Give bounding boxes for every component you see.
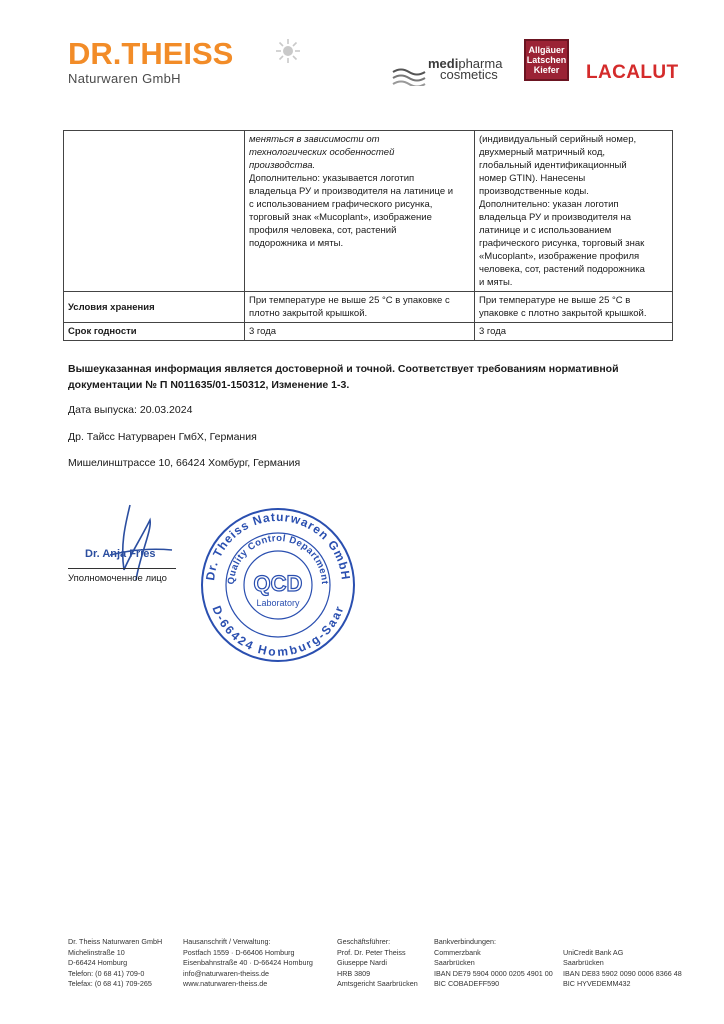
table-cell (64, 131, 245, 292)
statement-text: Вышеуказанная информация является достоверной и точной. Соответствует требованиям нормативной документации № П N011635/01-150312, Изменение 1-3. (68, 363, 619, 391)
company-name: Др. Тайсс Натурварен ГмбХ, Германия (68, 431, 257, 443)
footer-line: Telefon: (0 68 41) 709-0 (68, 968, 145, 978)
stamp-center-text: QCD (253, 571, 303, 596)
cell-line: «Mucoplant», изображение профиля (479, 251, 640, 262)
lacalut-logo: LACALUT (586, 62, 679, 83)
stamp-center-sub: Laboratory (256, 598, 300, 608)
cell-line: двухмерный матричный код, (479, 147, 606, 158)
cell-line: Дополнительно: указан логотип (479, 199, 619, 210)
footer-line: www.naturwaren-theiss.de (183, 979, 268, 988)
alpine-line: Allgäuer (528, 45, 565, 55)
company-logo (68, 38, 233, 86)
stamp-top-text: Dr. Theiss Naturwaren GmbH (203, 509, 353, 582)
footer-line: IBAN DE79 5904 0000 0205 4901 00 (434, 968, 553, 978)
footer-line: Saarbrücken (563, 958, 604, 967)
cell-line: плотно закрытой крышкой. (249, 308, 368, 319)
alpine-line: Kiefer (533, 65, 560, 75)
table-cell: 3 года (245, 323, 475, 341)
table-cell (245, 131, 475, 292)
stamp-bottom-text: D-66424 Homburg-Saar (209, 603, 347, 660)
cell-line: (индивидуальный серийный номер, (479, 134, 637, 145)
issue-date: Дата выпуска: 20.03.2024 (68, 404, 193, 416)
table-cell: 3 года (475, 323, 673, 341)
footer-line: Giuseppe Nardi (337, 958, 387, 967)
specification-table (63, 130, 673, 341)
brand-name: DR.THEISS (68, 36, 234, 71)
signatory-name: Dr. Anja Fries (85, 548, 156, 560)
footer-col-company (68, 937, 162, 990)
cell-line: При температуре не выше 25 °С в (479, 295, 631, 306)
cell-line: производственные коды. (479, 186, 589, 197)
footer-line: BIC COBADEFF590 (434, 979, 500, 988)
footer-line: Eisenbahnstraße 40 · D-66424 Homburg (183, 958, 313, 967)
footer-line: BIC HYVEDEMM432 (563, 979, 631, 988)
cell-line: владельца РУ и производителя на (479, 212, 632, 223)
footer-line: Prof. Dr. Peter Theiss (337, 947, 406, 957)
table-cell (245, 292, 475, 323)
footer-col-management (337, 937, 418, 990)
footer-line: Commerzbank (434, 947, 481, 957)
row-label-shelf-life: Срок годности (64, 323, 245, 341)
sun-icon (275, 38, 301, 64)
cell-line: латинице и с использованием (479, 225, 612, 236)
table-row (64, 292, 673, 323)
stamp-inner-text: Quality Control Department (225, 532, 331, 585)
medi-text: medi (428, 56, 459, 71)
cell-line: производства. (249, 160, 316, 171)
footer-line: Michelinstraße 10 (68, 947, 125, 957)
cell-line: технологических особенностей (249, 147, 395, 158)
cell-line: При температуре не выше 25 °С в упаковке с (249, 295, 450, 306)
cell-line: меняться в зависимости от (249, 134, 380, 145)
pharma-text: pharma (458, 56, 503, 71)
signatory-role: Уполномоченное лицо (68, 573, 167, 584)
cell-line: торговый знак «Mucoplant», изображение (249, 212, 432, 223)
cell-line: Дополнительно: указывается логотип (249, 173, 415, 184)
cell-line: номер GTIN). Нанесены (479, 173, 586, 184)
footer-line (563, 937, 682, 948)
footer-col-bank1 (434, 937, 553, 990)
footer-line: Hausanschrift / Verwaltung: (183, 937, 271, 946)
table-row (64, 131, 673, 292)
brand-subtitle: Naturwaren GmbH (68, 71, 181, 86)
footer-line: Postfach 1559 · D-66406 Homburg (183, 947, 295, 957)
quality-control-stamp (198, 505, 358, 665)
cell-line: владельца РУ и производителя на латинице и (249, 186, 454, 197)
table-row (64, 323, 673, 341)
footer-line: info@naturwaren-theiss.de (183, 968, 270, 978)
row-label-storage: Условия хранения (64, 292, 245, 323)
cell-line: упаковке с плотно закрытой крышкой. (479, 308, 647, 319)
svg-text:D-66424 Homburg-Saar (209, 604, 346, 659)
signature-line (68, 568, 176, 569)
table-cell (475, 131, 673, 292)
footer-line: Geschäftsführer: (337, 937, 391, 946)
wave-icon (392, 66, 426, 86)
alpine-logo (524, 39, 569, 81)
footer-line: Amtsgericht Saarbrücken (337, 979, 418, 988)
alpine-line: Latschen (526, 55, 567, 65)
footer-line: D-66424 Homburg (68, 958, 128, 967)
footer-col-bank2 (563, 937, 682, 990)
cosmetics-text: cosmetics (440, 67, 498, 82)
footer-line: Dr. Theiss Naturwaren GmbH (68, 937, 163, 946)
footer-line: Telefax: (0 68 41) 709-265 (68, 979, 152, 988)
footer-col-address (183, 937, 313, 990)
medipharma-logo (392, 58, 514, 88)
cell-line: и мяты. (479, 277, 513, 288)
cell-line: подорожника и мяты. (249, 238, 344, 249)
footer-line: UniCredit Bank AG (563, 947, 624, 957)
footer-line: HRB 3809 (337, 968, 371, 978)
cell-line: графического рисунка, торговый знак (479, 238, 645, 249)
cell-line: глобальный идентификационный (479, 160, 627, 171)
footer-line: IBAN DE83 5902 0090 0006 8366 48 (563, 968, 682, 978)
footer-line: Bankverbindungen: (434, 937, 496, 946)
footer-line: Saarbrücken (434, 958, 475, 967)
table-cell (475, 292, 673, 323)
cell-line: профиля человека, сот, растений (249, 225, 397, 236)
cell-line: с использованием графического рисунка, (249, 199, 433, 210)
company-address: Мишелинштрассе 10, 66424 Хомбург, Германия (68, 457, 301, 469)
cell-line: человека, сот, растений подорожника (479, 264, 645, 275)
